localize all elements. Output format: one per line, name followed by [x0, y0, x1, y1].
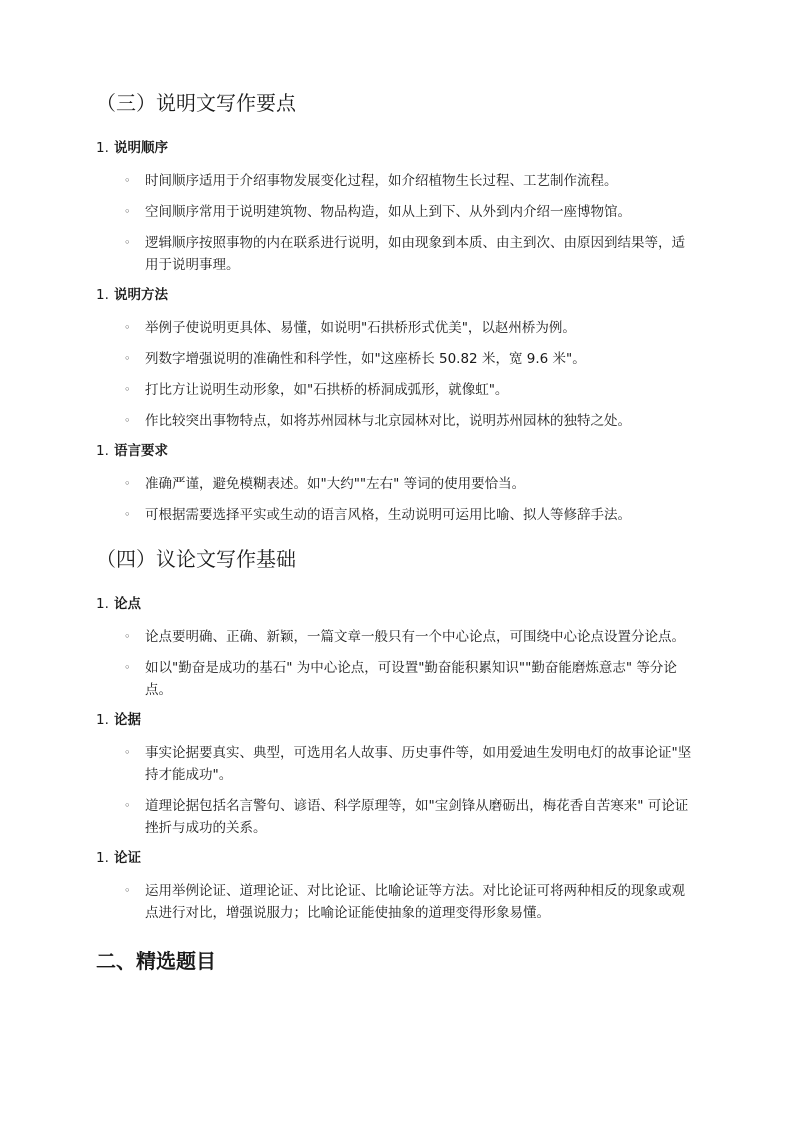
- group-heading-text: 论点: [114, 596, 141, 612]
- list-item: [96, 742, 697, 786]
- group-heading: [96, 441, 696, 461]
- list-item-text: 可根据需要选择平实或生动的语言风格，生动说明可运用比喻、拟人等修辞手法。: [145, 507, 631, 523]
- list-number: 1.: [96, 140, 109, 156]
- bullet-icon: ◦: [124, 508, 131, 521]
- list-item: [96, 657, 697, 701]
- bullet-icon: ◦: [124, 799, 131, 812]
- list-item: [96, 504, 697, 526]
- bullet-list: [96, 473, 696, 526]
- bullet-icon: ◦: [124, 205, 131, 218]
- list-item: [96, 201, 697, 223]
- list-item: [96, 170, 697, 192]
- document-content: [96, 86, 696, 978]
- group-heading-text: 说明顺序: [114, 140, 168, 156]
- list-item: [96, 473, 697, 495]
- group-heading-text: 论据: [114, 712, 141, 728]
- bullet-icon: ◦: [124, 477, 131, 490]
- bullet-icon: ◦: [124, 414, 131, 427]
- part-title: 二、精选题目: [96, 949, 216, 973]
- bullet-icon: ◦: [124, 383, 131, 396]
- list-group: [96, 710, 696, 839]
- group-heading-text: 说明方法: [114, 287, 168, 303]
- list-item-text: 论点要明确、正确、新颖，一篇文章一般只有一个中心论点，可围绕中心论点设置分论点。: [145, 629, 685, 645]
- group-heading: [96, 710, 696, 730]
- bullet-icon: ◦: [124, 746, 131, 759]
- bullet-list: [96, 170, 696, 276]
- list-item: [96, 795, 697, 839]
- group-heading: [96, 594, 696, 614]
- section-title: （四）议论文写作基础: [96, 547, 296, 571]
- bullet-icon: ◦: [124, 884, 131, 897]
- list-item: [96, 317, 697, 339]
- list-item: [96, 410, 697, 432]
- bullet-icon: ◦: [124, 630, 131, 643]
- list-item-text: 逻辑顺序按照事物的内在联系进行说明，如由现象到本质、由主到次、由原因到结果等，适用于说明事理。: [145, 235, 685, 273]
- list-item: [96, 626, 697, 648]
- list-group: [96, 848, 696, 924]
- bullet-list: [96, 317, 696, 432]
- list-group: [96, 138, 696, 276]
- list-item-text: 列数字增强说明的准确性和科学性，如"这座桥长 50.82 米，宽 9.6 米"。: [145, 351, 586, 367]
- list-group: [96, 441, 696, 526]
- list-item: [96, 379, 697, 401]
- list-number: 1.: [96, 443, 109, 459]
- bullet-icon: ◦: [124, 174, 131, 187]
- list-item-text: 道理论据包括名言警句、谚语、科学原理等，如"宝剑锋从磨砺出，梅花香自苦寒来" 可论证挫折与成功的关系。: [145, 798, 689, 836]
- list-item-text: 如以"勤奋是成功的基石" 为中心论点，可设置"勤奋能积累知识""勤奋能磨炼意志" 等分论点。: [145, 660, 677, 698]
- list-item-text: 时间顺序适用于介绍事物发展变化过程，如介绍植物生长过程、工艺制作流程。: [145, 173, 618, 189]
- group-heading-text: 论证: [114, 850, 141, 866]
- group-heading: [96, 285, 696, 305]
- list-item-text: 打比方让说明生动形象，如"石拱桥的桥洞成弧形，就像虹"。: [145, 382, 509, 398]
- list-item: [96, 232, 697, 276]
- list-item: [96, 348, 697, 370]
- list-number: 1.: [96, 850, 109, 866]
- list-item-text: 准确严谨，避免模糊表述。如"大约""左右" 等词的使用要恰当。: [145, 476, 526, 492]
- group-heading: [96, 848, 696, 868]
- list-item-text: 事实论据要真实、典型，可选用名人故事、历史事件等，如用爱迪生发明电灯的故事论证"坚持才能成功"。: [145, 745, 692, 783]
- list-item-text: 运用举例论证、道理论证、对比论证、比喻论证等方法。对比论证可将两种相反的现象或观点进行对比，增强说服力；比喻论证能使抽象的道理变得形象易懂。: [145, 883, 685, 921]
- list-number: 1.: [96, 287, 109, 303]
- section-title: （三）说明文写作要点: [96, 91, 296, 115]
- bullet-icon: ◦: [124, 236, 131, 249]
- bullet-icon: ◦: [124, 321, 131, 334]
- bullet-icon: ◦: [124, 352, 131, 365]
- group-heading-text: 语言要求: [114, 443, 168, 459]
- list-item-text: 作比较突出事物特点，如将苏州园林与北京园林对比，说明苏州园林的独特之处。: [145, 413, 631, 429]
- bullet-icon: ◦: [124, 661, 131, 674]
- bullet-list: [96, 626, 696, 701]
- list-group: [96, 594, 696, 701]
- group-heading: [96, 138, 696, 158]
- list-item-text: 空间顺序常用于说明建筑物、物品构造，如从上到下、从外到内介绍一座博物馆。: [145, 204, 631, 220]
- list-number: 1.: [96, 596, 109, 612]
- list-item-text: 举例子使说明更具体、易懂，如说明"石拱桥形式优美"，以赵州桥为例。: [145, 320, 576, 336]
- bullet-list: [96, 742, 696, 839]
- list-group: [96, 285, 696, 432]
- list-number: 1.: [96, 712, 109, 728]
- list-item: [96, 880, 697, 924]
- bullet-list: [96, 880, 696, 924]
